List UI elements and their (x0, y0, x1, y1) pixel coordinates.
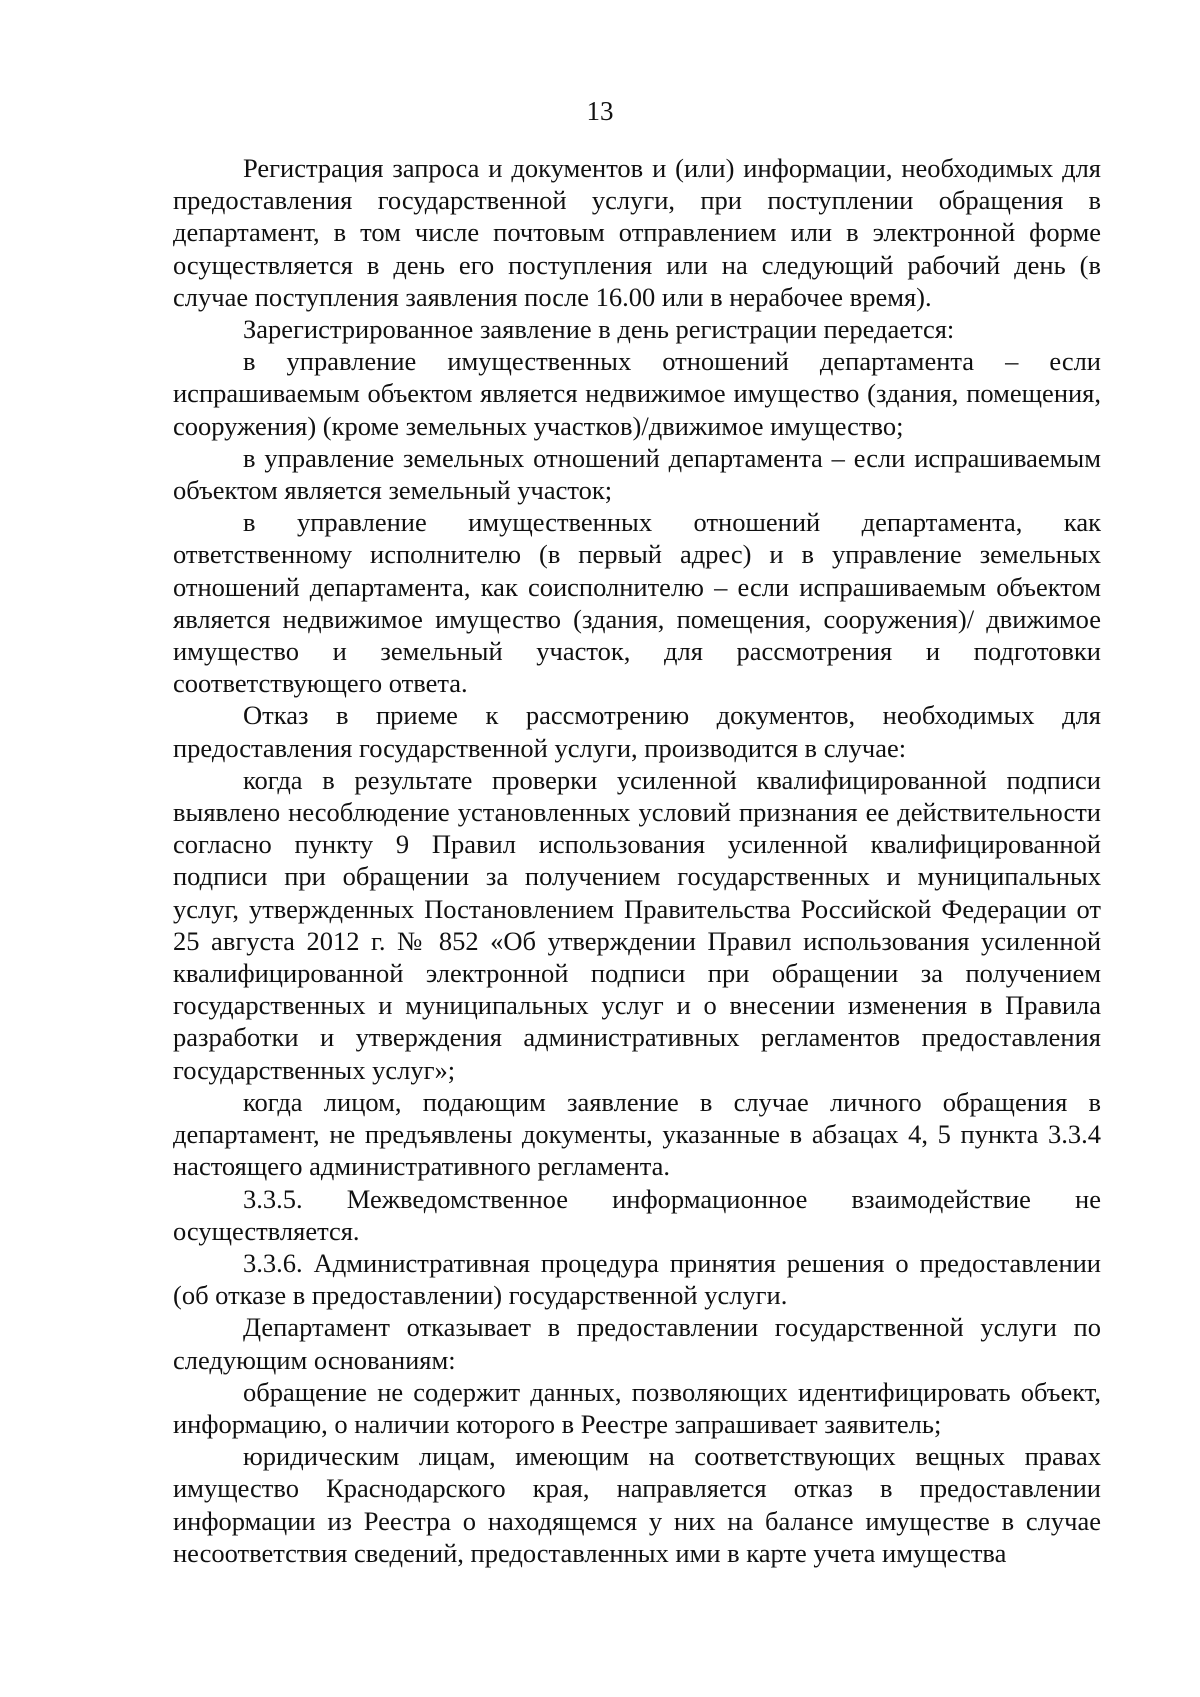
paragraph-signature-check: когда в результате проверки усиленной квалифицированной подписи выявлено несоблюдение установленных условий признания ее действительности согласно пункту 9 Правил использования усиленной квалифицированной подписи при обращении за получением государственных и муниципальных услуг, утвержденных Постановлением Правительства Российской Федерации от 25 августа 2012 г. № 852 «Об утверждении Правил использования усиленной квалифицированной электронной подписи при обращении за получением государственных и муниципальных услуг и о внесении изменения в Правила разработки и утверждения административных регламентов предоставления государственных услуг»; (173, 764, 1101, 1085)
paragraph-joint-execution: в управление имущественных отношений департамента, как ответственному исполнителю (в первый адрес) и в управление земельных отношений департамента, как соисполнителю – если испрашиваемым объектом является недвижимое имущество (здания, помещения, сооружения)/ движимое имущество и земельный участок, для рассмотрения и подготовки соответствующего ответа. (173, 507, 1101, 699)
paragraph-3-3-6: 3.3.6. Административная процедура принятия решения о предоставлении (об отказе в предоставлении) государственной услуги. (173, 1247, 1101, 1311)
paragraph-property-relations: в управление имущественных отношений департамента – если испрашиваемым объектом является недвижимое имущество (здания, помещения, сооружения) (кроме земельных участков)/движимое имущество; (173, 346, 1101, 441)
page-number: 13 (586, 96, 614, 126)
paragraph-land-relations: в управление земельных отношений департамента – если испрашиваемым объектом является земельный участок; (173, 442, 1101, 506)
body-text (173, 152, 1101, 1569)
paragraph-legal-entities: юридическим лицам, имеющим на соответствующих вещных правах имущество Краснодарского края, направляется отказ в предоставлении информации из Реестра о находящемся у них на балансе имуществе в случае несоответствия сведений, предоставленных ими в карте учета имущества (173, 1441, 1101, 1568)
paragraph-refusal-intro: Отказ в приеме к рассмотрению документов, необходимых для предоставления государственной услуги, производится в случае: (173, 700, 1101, 763)
paragraph-registration: Регистрация запроса и документов и (или) информации, необходимых для предоставления государственной услуги, при поступлении обращения в департамент, в том числе почтовым отправлением или в электронной форме осуществляется в день его поступления или на следующий рабочий день (в случае поступления заявления после 16.00 или в нерабочее время). (173, 153, 1101, 312)
paragraph-refusal-grounds: Департамент отказывает в предоставлении государственной услуги по следующим основаниям: (173, 1312, 1101, 1375)
paragraph-personal-appeal: когда лицом, подающим заявление в случае личного обращения в департамент, не предъявлены документы, указанные в абзацах 4, 5 пункта 3.3.4 настоящего административного регламента. (173, 1086, 1101, 1182)
paragraph-no-identifying-data: обращение не содержит данных, позволяющих идентифицировать объект, информацию, о наличии которого в Реестре запрашивает заявитель; (173, 1376, 1101, 1439)
paragraph-3-3-5: 3.3.5. Межведомственное информационное взаимодействие не осуществляется. (173, 1183, 1101, 1246)
paragraph-transfer-intro: Зарегистрированное заявление в день регистрации передается: (243, 314, 955, 345)
